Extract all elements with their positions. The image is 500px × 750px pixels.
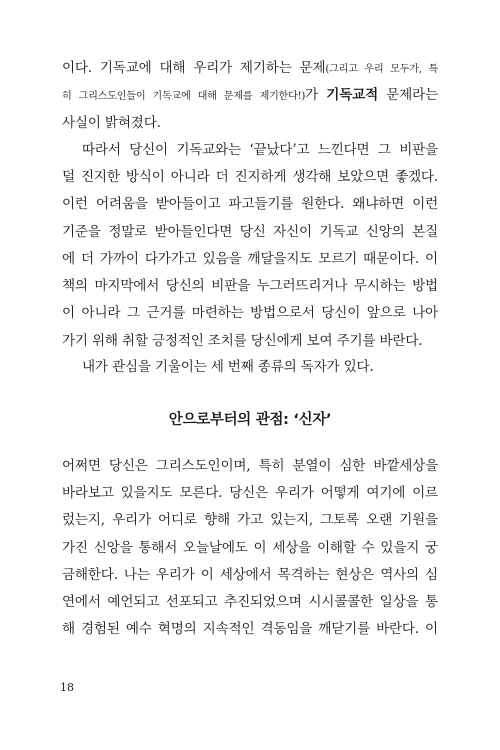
text-line: 연에서 예언되고 선포되고 추진되었으며 시시콜콜한 일상을 통	[62, 594, 438, 610]
page-number: 18	[60, 681, 74, 694]
text-segment: 가	[305, 87, 327, 103]
text-line: 렀는지, 우리가 어디로 향해 가고 있는지, 그토록 오랜 기원을	[62, 512, 438, 528]
text-line: 책의 마지막에서 당신의 비판을 누그러뜨리거나 무시하는 방법	[62, 278, 438, 294]
text-line: 가기 위해 취할 긍정적인 조치를 당신에게 보여 주기를 바란다.	[62, 333, 423, 349]
parenthetical-note: (그리고 우리 모두가, 특	[325, 64, 438, 75]
parenthetical-note: 히 그리스도인들이 기독교에 대해 문제를 제기한다!)	[62, 91, 306, 102]
text-line: 바라보고 있을지도 모른다. 당신은 우리가 어떻게 여기에 이르	[62, 485, 438, 501]
paragraph-first-line: 내가 관심을 기울이는 세 번째 종류의 독자가 있다.	[82, 359, 374, 375]
text-line: 해 경험된 예수 혁명의 지속적인 격동임을 깨닫기를 바란다. 이	[62, 621, 438, 637]
text-segment: 문제라는	[378, 87, 438, 103]
text-line	[62, 85, 438, 105]
paragraph-first-line: 따라서 당신이 기독교와는 ‘끝났다’고 느낀다면 그 비판을	[82, 142, 438, 158]
text-line: 어쩌면 당신은 그리스도인이며, 특히 분열이 심한 바깥세상을	[62, 458, 438, 474]
text-line: 가진 신앙을 통해서 오늘날에도 이 세상을 이해할 수 있을지 궁	[62, 540, 438, 556]
text-line: 이런 어려움을 받아들이고 파고들기를 원한다. 왜냐하면 이런	[62, 196, 438, 212]
section-heading: 안으로부터의 관점: ‘신자’	[168, 412, 332, 428]
emphasized-term: 기독교적	[326, 87, 379, 103]
text-segment: 이다. 기독교에 대해 우리가 제기하는 문제	[62, 60, 326, 76]
text-line	[62, 58, 438, 78]
text-line: 이 아니라 그 근거를 마련하는 방법으로서 당신이 앞으로 나아	[62, 305, 438, 321]
text-line: 기준을 정말로 받아들인다면 당신 자신이 기독교 신앙의 본질	[62, 224, 438, 240]
text-line: 덜 진지한 방식이 아니라 더 진지하게 생각해 보았으면 좋겠다.	[62, 169, 438, 185]
text-line: 에 더 가까이 다가가고 있음을 깨달을지도 모르기 때문이다. 이	[62, 251, 438, 267]
text-line: 금해한다. 나는 우리가 이 세상에서 목격하는 현상은 역사의 심	[62, 567, 438, 583]
text-line: 사실이 밝혀졌다.	[62, 115, 161, 131]
